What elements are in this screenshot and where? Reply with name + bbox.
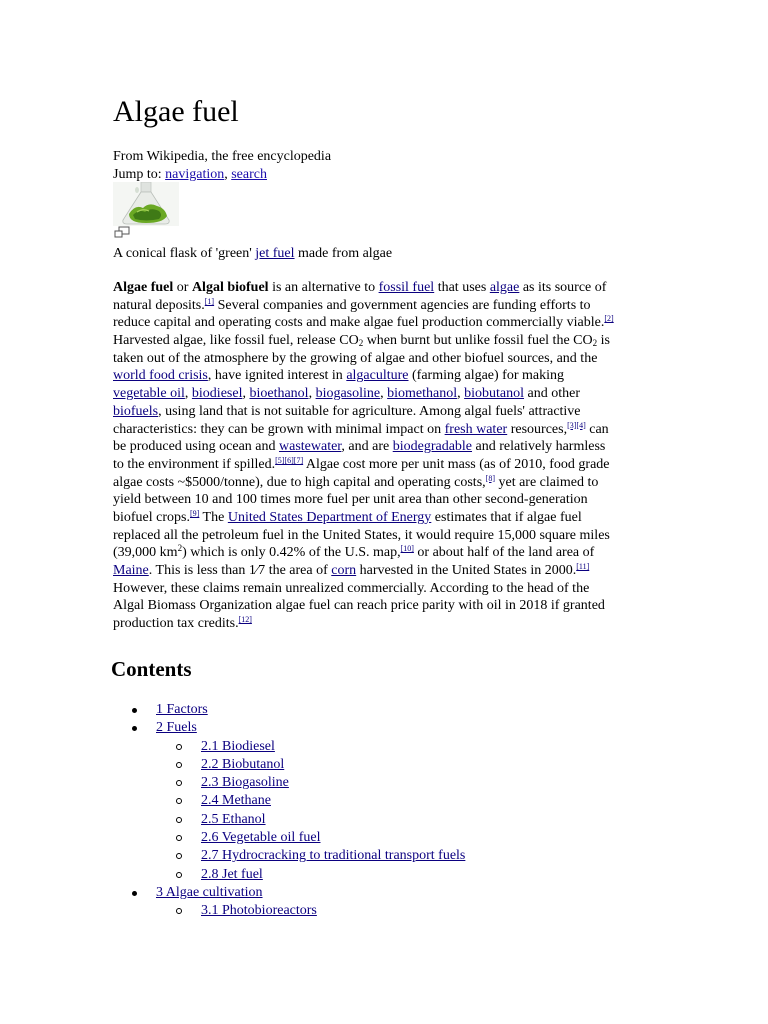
para-line — [113, 438, 658, 456]
text: The — [199, 509, 228, 525]
text: , and are — [341, 439, 393, 455]
circle-bullet-icon — [176, 853, 182, 859]
toc-link[interactable]: 2.7 Hydrocracking to traditional transport fuels — [201, 848, 466, 864]
circle-bullet-icon — [176, 817, 182, 823]
text: the area of — [265, 563, 332, 578]
para-line — [113, 403, 658, 421]
text: ) which is only 0.42% of the U.S. map, — [182, 545, 401, 561]
bold-term: Algal biofuel — [191, 280, 269, 295]
toc-link[interactable]: 2.4 Methane — [201, 793, 271, 809]
toc-link[interactable]: 3 Algae cultivation — [156, 884, 263, 900]
text: is an alternative to — [268, 280, 379, 295]
bullet-icon — [132, 708, 137, 713]
jump-links — [113, 166, 267, 183]
text: algae costs ~$5000/tonne), due to high capital and operating costs, — [113, 474, 486, 490]
para-line — [113, 421, 658, 439]
toc-link[interactable]: 1 Factors — [156, 702, 208, 717]
text: Several companies and government agencies are funding efforts to — [214, 297, 591, 313]
caption-text: A conical flask of 'green' — [113, 246, 256, 261]
text: , — [184, 386, 192, 402]
para-line — [113, 367, 658, 385]
para-line — [113, 562, 658, 580]
citation-link[interactable]: [5][6][7] — [275, 455, 304, 465]
toc-link[interactable]: 2.6 Vegetable oil fuel — [201, 830, 321, 846]
para-line — [113, 314, 658, 332]
text: , using land that is not suitable for agriculture. Among algal fuels' attractive — [158, 403, 581, 419]
para-line — [113, 509, 658, 527]
text: that uses — [434, 280, 490, 295]
toc-link[interactable]: 2.1 Biodiesel — [201, 738, 275, 754]
text: can — [585, 421, 609, 437]
us-doe-link[interactable]: United States Department of Energy — [227, 509, 432, 525]
search-link[interactable]: search — [231, 167, 267, 182]
text: resources, — [507, 421, 568, 437]
caption-text-end: made from algae — [294, 246, 393, 261]
text: to the environment if spilled. — [113, 456, 276, 472]
fossil-fuel-link[interactable]: fossil fuel — [378, 280, 435, 295]
text: However, these claims remain unrealized commercially. According to the head of the — [113, 580, 590, 596]
jump-separator: , — [224, 167, 232, 182]
vegetable-oil-link[interactable]: vegetable oil — [113, 386, 185, 402]
circle-bullet-icon — [176, 872, 182, 878]
para-line — [113, 474, 658, 492]
subscript: 2 — [592, 338, 598, 349]
subscript: 2 — [358, 338, 364, 349]
citation-link[interactable]: [9] — [189, 508, 200, 518]
text: estimates that if algae fuel — [431, 509, 582, 525]
algae-link[interactable]: algae — [489, 280, 520, 295]
text: Harvested algae, like fossil fuel, release CO — [113, 333, 359, 349]
toc-link[interactable]: 2.8 Jet fuel — [201, 866, 263, 882]
biodiesel-link[interactable]: biodiesel — [191, 386, 243, 402]
citation-link[interactable]: [3][4] — [567, 420, 586, 430]
text: biofuel crops. — [113, 509, 190, 525]
circle-bullet-icon — [176, 762, 182, 768]
para-line — [113, 491, 658, 509]
text: reduce capital and operating costs and make algae fuel production commercially viable. — [113, 315, 605, 331]
text: , — [380, 386, 388, 402]
text: as its source of — [519, 280, 607, 295]
bullet-icon — [132, 891, 137, 896]
text: . This is less than — [148, 563, 249, 578]
text: Algal Biomass Organization algae fuel can reach price parity with oil in 2018 if granted — [113, 598, 605, 614]
text: (farming algae) for making — [408, 368, 564, 384]
bold-term: Algae fuel — [113, 280, 174, 295]
contents-heading: Contents — [111, 657, 192, 681]
biodegradable-link[interactable]: biodegradable — [392, 439, 473, 455]
text: or — [173, 280, 192, 295]
para-line — [113, 597, 658, 615]
bullet-icon — [132, 726, 137, 731]
text: , — [457, 386, 465, 402]
text: harvested in the United States in 2000. — [356, 563, 577, 578]
circle-bullet-icon — [176, 908, 182, 914]
corn-link[interactable]: corn — [331, 563, 357, 578]
site-subtitle: From Wikipedia, the free encyclopedia — [113, 149, 332, 164]
citation-link[interactable]: [10] — [400, 544, 414, 554]
para-line — [113, 279, 658, 297]
text: when burnt but unlike fossil fuel the CO — [363, 333, 593, 349]
para-line — [113, 615, 658, 633]
text: Algae cost more per unit mass (as of 2010, food grade — [303, 456, 610, 472]
circle-bullet-icon — [176, 798, 182, 804]
wastewater-link[interactable]: wastewater — [279, 439, 342, 455]
para-line — [113, 350, 658, 368]
toc-link[interactable]: 3.1 Photobioreactors — [201, 903, 317, 919]
circle-bullet-icon — [176, 744, 182, 750]
text: taken out of the atmosphere by the growing of algae and other biofuel sources, and the — [113, 350, 598, 366]
text: natural deposits. — [113, 297, 205, 313]
citation-link[interactable]: [8] — [485, 473, 495, 483]
text: , — [242, 386, 250, 402]
world-food-crisis-link[interactable]: world food crisis — [113, 368, 208, 384]
jet-fuel-link[interactable]: jet fuel — [255, 246, 295, 261]
text: characteristics: they can be grown with minimal impact on — [113, 421, 445, 437]
text: is — [597, 333, 610, 349]
citation-link[interactable]: [11] — [576, 562, 590, 571]
biomethanol-link[interactable]: biomethanol — [387, 386, 458, 402]
maine-link[interactable]: Maine — [113, 563, 149, 578]
citation-link[interactable]: [2] — [604, 314, 614, 324]
text: production tax credits. — [113, 616, 239, 632]
toc-link[interactable]: 2 Fuels — [156, 720, 197, 736]
fresh-water-link[interactable]: fresh water — [444, 421, 508, 437]
para-line — [113, 297, 658, 315]
para-line — [113, 544, 658, 562]
para-line — [113, 456, 658, 474]
toc-link[interactable]: 2.5 Ethanol — [201, 811, 266, 827]
text: (39,000 km — [113, 545, 178, 561]
navigation-link[interactable]: navigation — [165, 167, 225, 182]
text: and other — [524, 386, 580, 402]
biogasoline-link[interactable]: biogasoline — [315, 386, 381, 402]
biofuels-link[interactable]: biofuels — [113, 403, 159, 419]
circle-bullet-icon — [176, 780, 182, 786]
toc-link[interactable]: 2.2 Biobutanol — [201, 756, 285, 772]
biobutanol-link[interactable]: biobutanol — [464, 386, 525, 402]
jump-prefix: Jump to: — [113, 167, 166, 182]
text: be produced using ocean and — [113, 439, 279, 455]
para-line — [113, 332, 658, 350]
text: or about half of the land area of — [413, 545, 595, 561]
bioethanol-link[interactable]: bioethanol — [249, 386, 309, 402]
text: yet are claimed to — [494, 474, 599, 490]
citation-link[interactable]: [12] — [238, 615, 252, 625]
intro-paragraph — [113, 279, 658, 633]
para-line — [113, 385, 658, 403]
magnify-icon[interactable] — [114, 226, 130, 238]
toc-link[interactable]: 2.3 Biogasoline — [201, 775, 289, 791]
text: replaced all the petroleum fuel in the United States, it would require 15,000 square miles — [113, 527, 610, 543]
flask-image[interactable] — [113, 182, 179, 226]
citation-link[interactable]: [1] — [204, 296, 215, 306]
algaculture-link[interactable]: algaculture — [346, 368, 409, 384]
superscript: 2 — [177, 543, 183, 554]
image-caption — [113, 245, 392, 262]
para-line — [113, 527, 658, 545]
fraction: 1⁄7 — [248, 563, 266, 578]
page-title: Algae fuel — [113, 95, 239, 128]
text: yield between 10 and 100 times more fuel per unit area than other second-generation — [113, 492, 588, 508]
text: , — [308, 386, 316, 402]
text: , have ignited interest in — [207, 368, 347, 384]
para-line — [113, 580, 658, 598]
text: and relatively harmless — [472, 439, 606, 455]
circle-bullet-icon — [176, 835, 182, 841]
